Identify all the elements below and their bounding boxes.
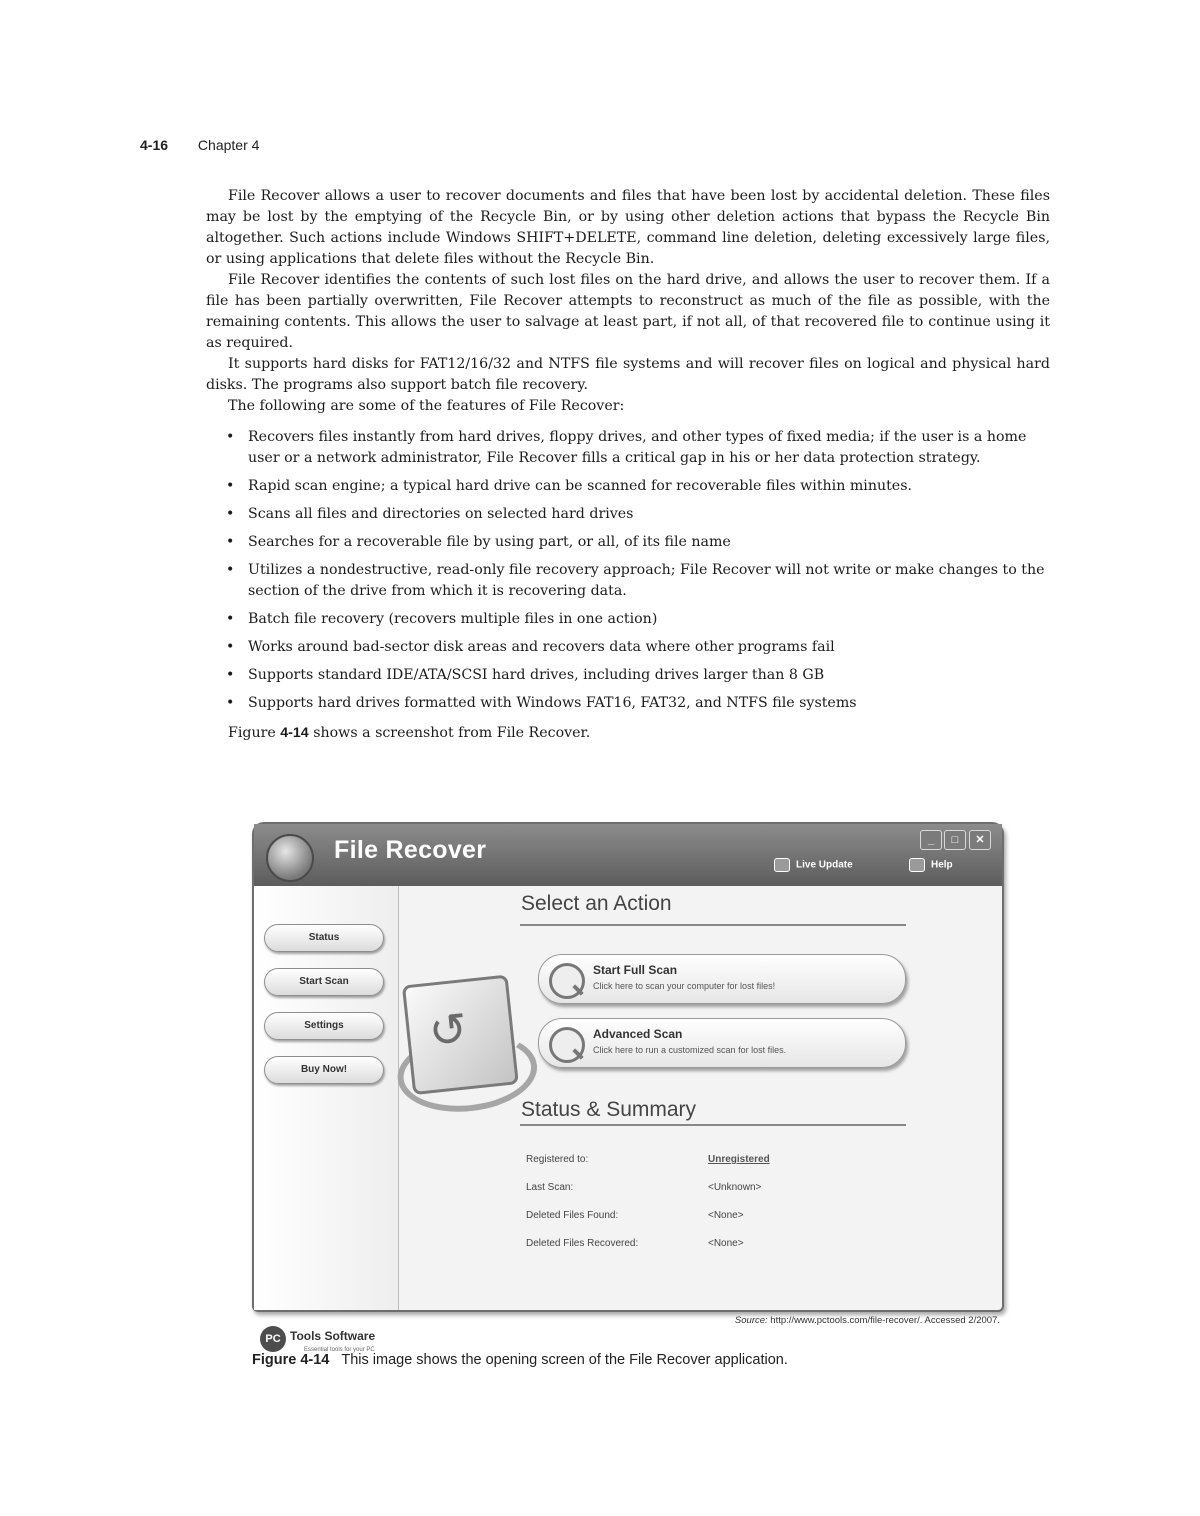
registered-value-link[interactable]: Unregistered: [708, 1154, 770, 1165]
magnifier-icon: [549, 963, 585, 999]
list-item: • Utilizes a nondestructive, read-only file recovery approach; File Recover will not write or make changes to the section of the drive from which it is recovering data.: [226, 560, 1050, 602]
page-header: [140, 137, 259, 153]
status-summary-heading: Status & Summary: [521, 1098, 697, 1121]
last-scan-value: <Unknown>: [708, 1182, 762, 1193]
figure-reference: [206, 723, 1050, 744]
start-full-scan-button[interactable]: [538, 954, 906, 1004]
minimize-button[interactable]: _: [920, 830, 942, 850]
action-title: Advanced Scan: [593, 1027, 683, 1041]
page-number: 4-16: [140, 137, 169, 153]
pc-tools-logo-icon: PC: [260, 1326, 286, 1352]
files-found-label: Deleted Files Found:: [526, 1210, 619, 1221]
list-item: • Supports hard drives formatted with Windows FAT16, FAT32, and NTFS file systems: [226, 693, 1050, 714]
registered-label: Registered to:: [526, 1154, 589, 1165]
buy-now-button[interactable]: Buy Now!: [264, 1056, 384, 1084]
action-description: Click here to run a customized scan for lost files.: [593, 1045, 787, 1055]
figure-source: [735, 1315, 1000, 1326]
monitor-recover-icon: [393, 968, 524, 1114]
help-label: Help: [931, 859, 953, 871]
paragraph-1: File Recover allows a user to recover documents and files that have been lost by accidental deletion. These files may be lost by the emptying of the Recycle Bin, or by using other deletion actions that bypass the Recycle Bin altogether. Such actions include Windows SHIFT+DELETE, command line deletion, deleting excessively large files, or using applications that delete files without the Recycle Bin.: [206, 188, 1050, 267]
recover-arrow-icon: ↺: [426, 1002, 470, 1058]
select-action-heading: Select an Action: [521, 892, 672, 915]
feature-list: [206, 427, 1050, 714]
list-item: • Supports standard IDE/ATA/SCSI hard drives, including drives larger than 8 GB: [226, 665, 1050, 686]
start-scan-button[interactable]: Start Scan: [264, 968, 384, 996]
divider: [520, 1124, 906, 1126]
files-recovered-label: Deleted Files Recovered:: [526, 1238, 639, 1249]
figref-pre: Figure: [228, 725, 281, 741]
sidebar: [254, 886, 399, 1353]
app-logo-icon: [266, 834, 314, 882]
settings-button[interactable]: Settings: [264, 1012, 384, 1040]
list-item: • Recovers files instantly from hard drives, floppy drives, and other types of fixed media; if the user is a home user or a network administrator, File Recover fills a critical gap in his or her data protection strategy.: [226, 427, 1050, 469]
help-link[interactable]: [909, 858, 953, 872]
last-scan-label: Last Scan:: [526, 1182, 574, 1193]
figref-number: 4-14: [280, 725, 309, 741]
close-button[interactable]: ✕: [969, 830, 991, 850]
list-item: • Searches for a recoverable file by using part, or all, of its file name: [226, 532, 1050, 553]
live-update-link[interactable]: [774, 858, 853, 872]
paragraph-2: File Recover identifies the contents of such lost files on the hard drive, and allows the user to recover them. If a file has been partially overwritten, File Recover attempts to reconstruct as much of the file as possible, with the remaining contents. This allows the user to salvage at least part, if not all, of that recovered file to continue using it as required.: [206, 272, 1050, 351]
live-update-label: Live Update: [796, 859, 853, 871]
body-text: [206, 186, 1050, 744]
paragraph-3: It supports hard disks for FAT12/16/32 and NTFS file systems and will recover files on logical and physical hard disks. The programs also support batch file recovery.: [206, 356, 1050, 393]
list-item: • Rapid scan engine; a typical hard drive can be scanned for recoverable files within minutes.: [226, 476, 1050, 497]
action-description: Click here to scan your computer for lost files!: [593, 981, 776, 991]
paragraph-4: The following are some of the features of File Recover:: [228, 398, 625, 414]
advanced-scan-icon: [549, 1027, 585, 1063]
figure-caption: [252, 1352, 788, 1368]
app-title: File Recover: [334, 836, 487, 864]
source-text: http://www.pctools.com/file-recover/. Accessed 2/2007.: [767, 1315, 1000, 1326]
caption-text: This image shows the opening screen of the File Recover application.: [341, 1352, 788, 1368]
help-icon: [909, 858, 925, 872]
caption-label: Figure 4-14: [252, 1352, 330, 1368]
chapter-label: Chapter 4: [197, 137, 260, 153]
list-item: • Works around bad-sector disk areas and recovers data where other programs fail: [226, 637, 1050, 658]
update-icon: [774, 858, 790, 872]
files-found-value: <None>: [708, 1210, 744, 1221]
brand-name: Tools Software: [290, 1329, 376, 1343]
list-item: • Scans all files and directories on selected hard drives: [226, 504, 1050, 525]
list-item: • Batch file recovery (recovers multiple files in one action): [226, 609, 1050, 630]
advanced-scan-button[interactable]: [538, 1018, 906, 1068]
brand-tagline: Essential tools for your PC: [304, 1347, 375, 1353]
action-title: Start Full Scan: [593, 963, 678, 977]
files-recovered-value: <None>: [708, 1238, 744, 1249]
status-button[interactable]: Status: [264, 924, 384, 952]
title-bar: [254, 824, 1002, 886]
figref-post: shows a screenshot from File Recover.: [308, 725, 591, 741]
source-label: Source:: [734, 1315, 768, 1326]
divider: [520, 924, 906, 926]
maximize-button[interactable]: □: [944, 830, 966, 850]
